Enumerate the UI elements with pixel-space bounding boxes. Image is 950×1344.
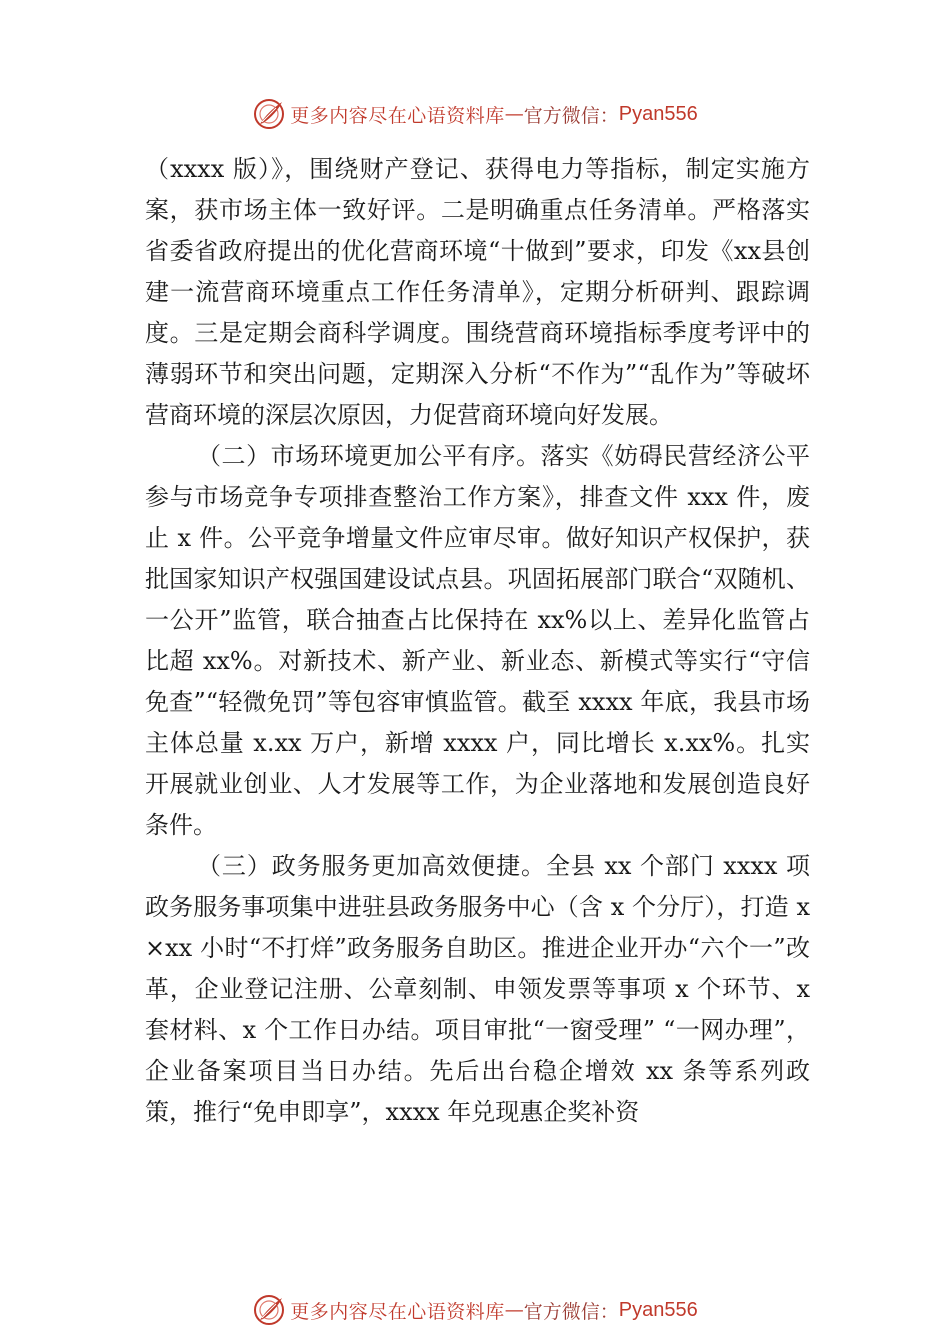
banner-separator: — bbox=[504, 1299, 524, 1321]
banner-contact-label: 官方微信： bbox=[523, 104, 619, 127]
banner-wechat-id: Pyan556 bbox=[618, 1298, 698, 1321]
banner-contact-label: 官方微信： bbox=[523, 1300, 619, 1323]
banner-brand: 更多内容尽在心语资料库 bbox=[290, 104, 505, 127]
document-body bbox=[145, 149, 810, 1133]
banner-separator: — bbox=[504, 103, 524, 125]
footer-banner bbox=[0, 1290, 950, 1330]
banner-brand: 更多内容尽在心语资料库 bbox=[290, 1300, 505, 1323]
paragraph-1: （xxxx 版）》，围绕财产登记、获得电力等指标，制定实施方案，获市场主体一致好评。二是明确重点任务清单。严格落实省委省政府提出的优化营商环境“十做到”要求，印发《xx县创建一流营商环境重点工作任务清单》，定期分析研判、跟踪调度。三是定期会商科学调度。围绕营商环境指标季度考评中的薄弱环节和突出问题，定期深入分析“不作为”“乱作为”等破坏营商环境的深层次原因，力促营商环境向好发展。 bbox=[145, 155, 810, 429]
paragraph-3: （三）政务服务更加高效便捷。全县 xx 个部门 xxxx 项政务服务事项集中进驻县政务服务中心（含 x 个分厅），打造 x×xx 小时“不打烊”政务服务自助区。推进企业开办“六个一”改革，企业登记注册、公章刻制、申领发票等事项 x 个环节、x 套材料、x 个工作日办结。项目审批“一窗受理” “一网办理”，企业备案项目当日办结。先后出台稳企增效 xx 条等系列政策，推行“免申即享”，xxxx 年兑现惠企奖补资 bbox=[145, 852, 810, 1126]
header-banner bbox=[0, 94, 950, 134]
banner-wechat-id: Pyan556 bbox=[618, 102, 698, 125]
paragraph-2: （二）市场环境更加公平有序。落实《妨碍民营经济公平参与市场竞争专项排查整治工作方案》，排查文件 xxx 件，废止 x 件。公平竞争增量文件应审尽审。做好知识产权保护，获批国家知识产权强国建设试点县。巩固拓展部门联合“双随机、一公开”监管，联合抽查占比保持在 xx%以上、差异化监管占比超 xx%。对新技术、新产业、新业态、新模式等实行“守信免查”“轻微免罚”等包容审慎监管。截至 xxxx 年底，我县市场主体总量 x.xx 万户，新增 xxxx 户，同比增长 x.xx%。扎实开展就业创业、人才发展等工作，为企业落地和发展创造良好条件。 bbox=[145, 442, 810, 839]
quill-logo-icon bbox=[252, 1293, 286, 1327]
quill-logo-icon bbox=[252, 97, 286, 131]
